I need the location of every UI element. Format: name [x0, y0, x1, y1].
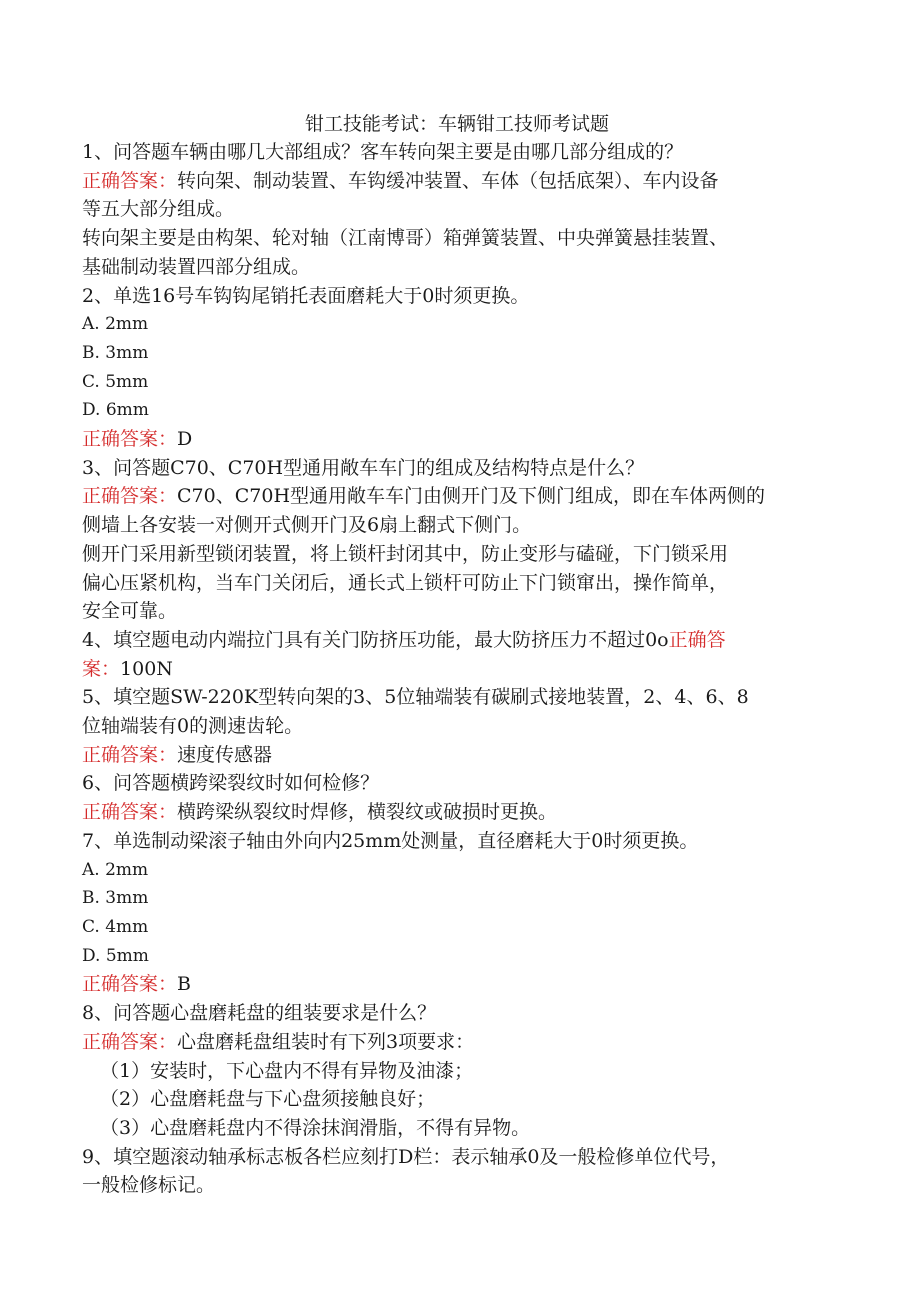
answer-text: C70、C70H型通用敞车车门由侧开门及下侧门组成，即在车体两侧的	[177, 485, 766, 508]
option-a: A. 2mm	[82, 314, 149, 335]
question-4	[82, 626, 832, 655]
answer-label: 正确答案：	[82, 485, 178, 508]
answer-7	[82, 970, 832, 999]
answer-text: 横跨梁纵裂纹时焊修，横裂纹或破损时更换。	[177, 801, 558, 824]
answer-label: 正确答案：	[82, 973, 178, 996]
answer-3-line: 偏心压紧机构，当车门关闭后，通长式上锁杆可防止下门锁窜出，操作简单，	[82, 571, 729, 594]
answer-label: 案：	[82, 657, 121, 680]
question-9: 一般检修标记。	[82, 1174, 216, 1197]
answer-text: 100N	[120, 657, 173, 680]
answer-3-line: 侧开门采用新型锁闭装置，将上锁杆封闭其中，防止变形与磕碰，下门锁采用	[82, 542, 729, 565]
answer-1-line: 等五大部分组成。	[82, 198, 235, 221]
answer-1-line	[82, 167, 832, 196]
question-7: 7、单选制动梁滚子轴由外向内25mm处测量，直径磨耗大于0时须更换。	[82, 829, 699, 852]
answer-label: 正确答案：	[82, 1030, 178, 1053]
answer-8-item: （1）安装时，下心盘内不得有异物及油漆；	[100, 1059, 474, 1082]
answer-8-item: （3）心盘磨耗盘内不得涂抹润滑脂，不得有异物。	[100, 1116, 531, 1139]
answer-6	[82, 798, 832, 827]
answer-label: 正确答案：	[82, 428, 178, 451]
option-b: B. 3mm	[82, 342, 149, 363]
answer-text: 转向架、制动装置、车钩缓冲装置、车体（包括底架）、车内设备	[177, 169, 719, 192]
page-title: 钳工技能考试：车辆钳工技师考试题	[304, 113, 609, 135]
question-3: 3、问答题C70、C70H型通用敞车车门的组成及结构特点是什么？	[82, 456, 645, 479]
answer-4	[82, 655, 832, 684]
answer-1-line: 转向架主要是由构架、轮对轴（江南博哥）箱弹簧装置、中央弹簧悬挂装置、	[82, 227, 729, 250]
answer-3-line: 侧墙上各安装一对侧开式侧开门及6扇上翻式下侧门。	[82, 514, 532, 537]
question-5: 5、填空题SW-220K型转向架的3、5位轴端装有碳刷式接地装置，2、4、6、8	[82, 686, 749, 709]
option-d: D. 6mm	[82, 400, 149, 421]
question-8: 8、问答题心盘磨耗盘的组装要求是什么？	[82, 1002, 437, 1025]
question-5: 位轴端装有0的测速齿轮。	[82, 715, 304, 738]
answer-5	[82, 741, 832, 770]
answer-3-line	[82, 482, 832, 511]
answer-8-item: （2）心盘磨耗盘与下心盘须接触良好；	[100, 1088, 436, 1111]
answer-label: 正确答案：	[82, 801, 178, 824]
answer-label: 正确答	[668, 628, 726, 651]
option-d: D. 5mm	[82, 945, 149, 966]
question-6: 6、问答题横跨梁裂纹时如何检修？	[82, 772, 380, 795]
answer-text: D	[177, 428, 193, 451]
answer-2	[82, 425, 832, 454]
answer-text: B	[177, 973, 191, 996]
question-text: 4、填空题电动内端拉门具有关门防挤压功能，最大防挤压力不超过0o	[82, 628, 669, 651]
question-2: 2、单选16号车钩钩尾销托表面磨耗大于0时须更换。	[82, 284, 530, 307]
option-c: C. 5mm	[82, 371, 149, 392]
question-9: 9、填空题滚动轴承标志板各栏应刻打D栏：表示轴承0及一般检修单位代号，	[82, 1145, 730, 1168]
question-1: 1、问答题车辆由哪几大部组成？客车转向架主要是由哪几部分组成的？	[82, 141, 684, 163]
option-a: A. 2mm	[82, 859, 149, 880]
answer-label: 正确答案：	[82, 743, 178, 766]
answer-3-line: 安全可靠。	[82, 600, 178, 623]
answer-1-line: 基础制动装置四部分组成。	[82, 255, 311, 278]
answer-label: 正确答案：	[82, 169, 178, 192]
answer-text: 心盘磨耗盘组装时有下列3项要求：	[177, 1030, 475, 1053]
answer-text: 速度传感器	[177, 743, 273, 766]
exam-document	[82, 110, 832, 1200]
answer-8	[82, 1028, 832, 1057]
option-c: C. 4mm	[82, 916, 149, 937]
option-b: B. 3mm	[82, 888, 149, 909]
